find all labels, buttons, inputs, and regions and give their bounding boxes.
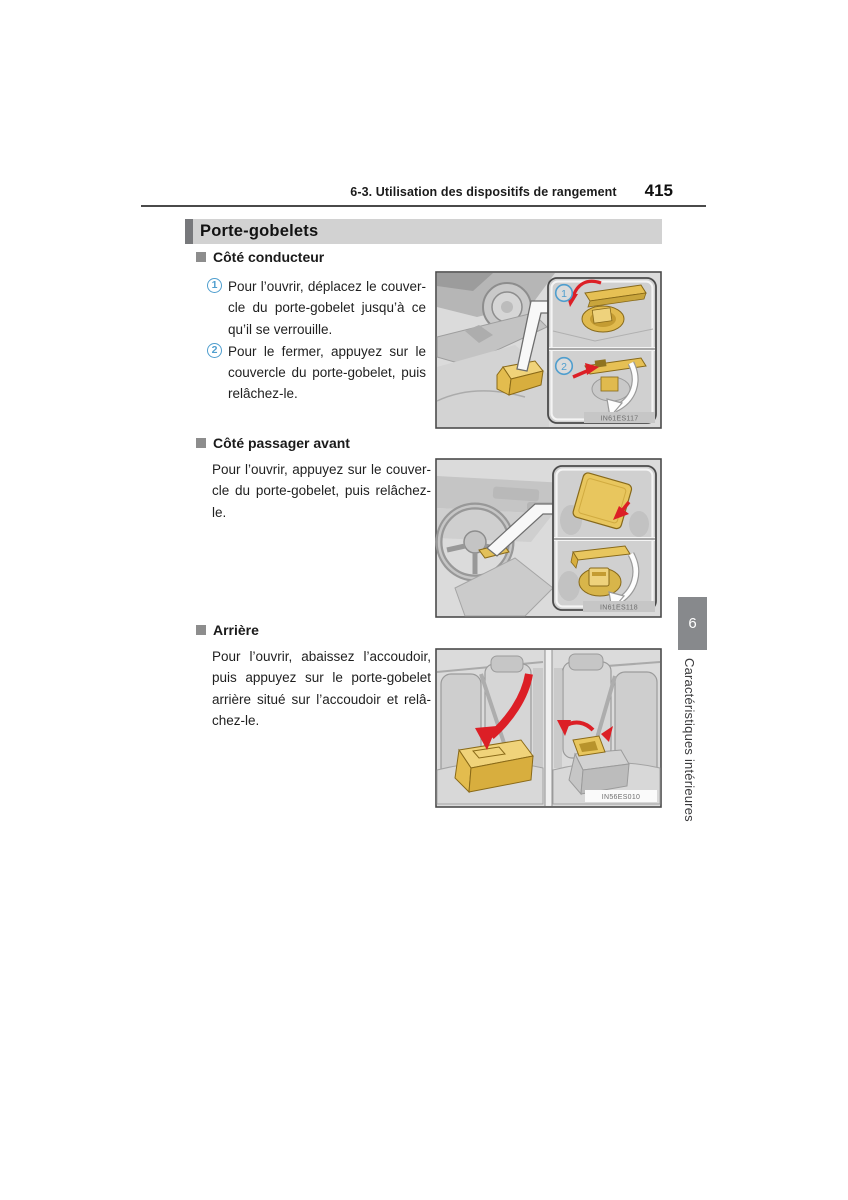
step-item [207,276,429,340]
subsection-label: Côté conducteur [213,249,325,265]
callout-number-1: 1 [561,287,567,300]
figure-driver-side-cup-holder [435,271,662,429]
step-number-badge: 2 [207,343,222,358]
section-title: Porte-gobelets [200,222,319,240]
subsection-heading-rear [196,622,259,638]
subsection-label: Arrière [213,622,259,638]
step-text: Pour l’ouvrir, déplacez le couver- cle du porte-gobelet jusqu’à ce qu’il se verrouille. [228,279,426,337]
figure-code: IN61ES118 [600,604,638,612]
subsection-label: Côté passager avant [213,435,350,451]
square-bullet-icon [196,252,206,262]
breadcrumb: 6-3. Utilisation des dispositifs de rangement [350,185,617,199]
figure-code: IN56ES010 [601,793,641,801]
chapter-side-label: Caractéristiques intérieures [682,658,697,822]
subsection-heading-front-passenger [196,435,350,451]
callout-number-2: 2 [561,360,567,373]
rear-cup-holder-open-highlight [573,736,605,756]
rear-paragraph: Pour l’ouvrir, abaissez l’accoudoir, puis appuyez sur le porte-gobelet arrière situé sur l’accoudoir et relâ- chez-le. [212,649,431,728]
figure-rear-cup-holder [435,648,662,808]
figure-front-passenger-cup-holder [435,458,662,618]
step-item [207,341,429,405]
passenger-cup-holder-illustration [435,458,662,618]
subsection-heading-driver-side [196,249,324,265]
chapter-tab: 6 [678,597,707,650]
rear-cup-holder-illustration [435,648,662,808]
driver-cup-holder-illustration [435,271,662,429]
step-text: Pour le fermer, appuyez sur le couvercle du porte-gobelet, puis relâchez-le. [228,343,426,402]
figure-code: IN61ES117 [600,415,639,423]
page-number: 415 [644,181,673,200]
driver-side-steps [207,276,429,405]
section-title-bar [185,219,662,244]
step-number-badge: 1 [207,278,222,293]
header-divider [141,205,706,207]
front-passenger-paragraph: Pour l’ouvrir, appuyez sur le couver- cle du porte-gobelet, puis relâchez- le. [212,462,431,520]
page-header [141,181,706,203]
square-bullet-icon [196,625,206,635]
square-bullet-icon [196,438,206,448]
